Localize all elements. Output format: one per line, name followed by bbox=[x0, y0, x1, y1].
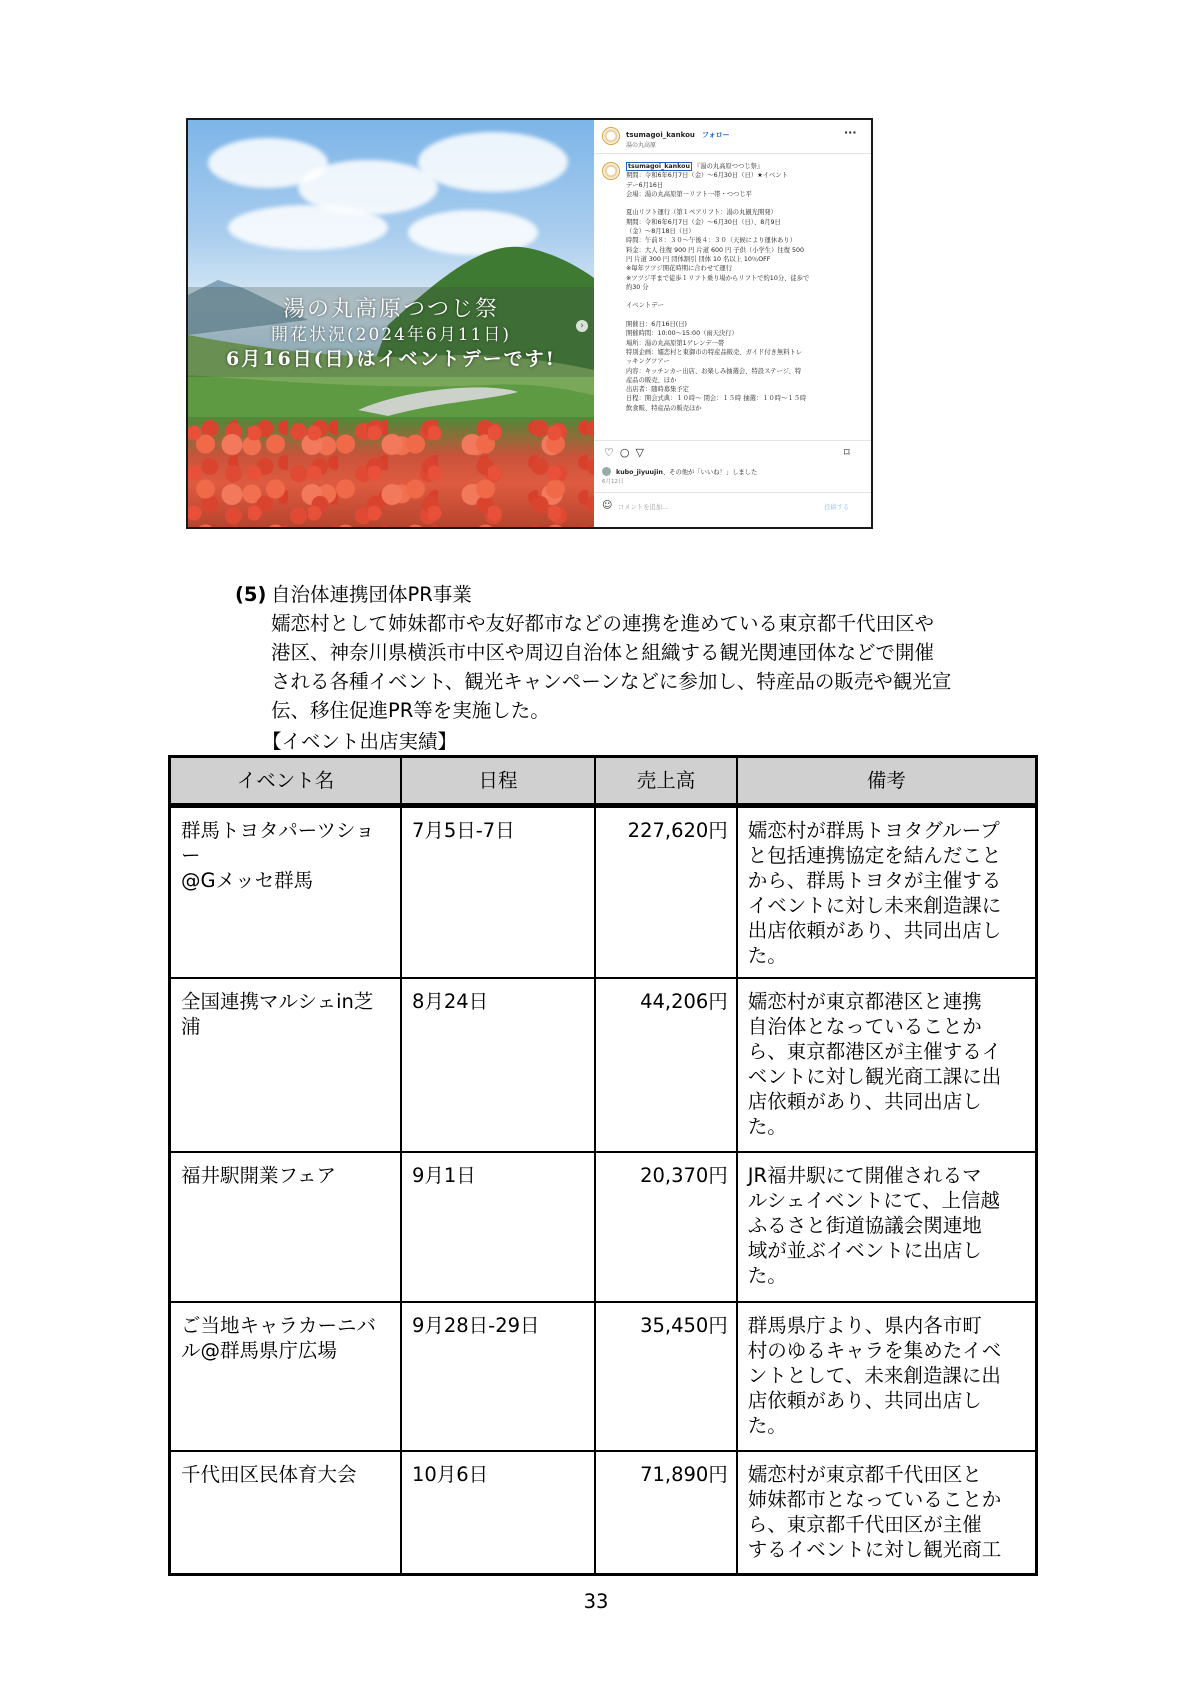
header-event-name: イベント名 bbox=[170, 757, 401, 806]
table-row bbox=[170, 978, 1037, 1152]
image-title: 湯の丸高原つつじ祭 bbox=[282, 297, 499, 322]
liker-avatar bbox=[602, 467, 611, 476]
event-name: ご当地キャラカーニバ ル@群馬県庁広場 bbox=[170, 1302, 401, 1451]
event-date: 8月24日 bbox=[401, 978, 595, 1152]
event-note: JR福井駅にて開催されるマ ルシェイベントにて、上信越 ふるさと街道協議会関連地 域が並ぶイベントに出店し た。 bbox=[737, 1152, 1037, 1302]
caption-text: 『湯の丸高原つつじ祭』 期間：令和6年6月7日（金）～6月30日（日）★イベント デー6月16日 会場：湯の丸高原第一リフト一帯・つつじ平 夏山リフト運行（第１ペアリフト：湯の丸観光開発） 期間：令和6年6月7日（金）～6月30日（日）、8月9日 （金）～8月18日（日） 時間：午前８：３０～午後４：３０（天候により運休あり） 料金：大人 往復 900 円 片道 600 円 子供（小学生）往復 500 円 片道 300 円 団体割引 団体 10 名以上 10％OFF ※毎年ツツジ開花時期に合わせて運行 ※ツツジ平まで徒歩１リフト乗り場からリフトで約10分、徒歩で 約30 分 イベントデー 開催日：6月16日(日) 開催時間：10:00～15:00（雨天決行） 場所：湯の丸高原第1ゲレンデ一帯 特別企画：嬬恋村と東御市の特産品販売、ガイド付き無料トレ ッキングツアー 内容：キッチンカー出店、お楽しみ抽選会、特設ステージ、特 産品の販売、ほか 出店者：随時募集予定 日程：開会式典：１０時～ 閉会：１５時 抽選：１０時～１５時 飲食販、特産品の販売ほか bbox=[626, 163, 810, 412]
event-date: 9月1日 bbox=[401, 1152, 595, 1302]
body-line: 嬬恋村として姉妹都市や友好都市などの連携を進めている東京都千代田区や bbox=[271, 612, 935, 635]
follow-button[interactable]: フォロー bbox=[702, 131, 730, 139]
event-sales: 35,450円 bbox=[595, 1302, 737, 1451]
event-name: 千代田区民体育大会 bbox=[170, 1451, 401, 1575]
caption-username[interactable]: tsumagoi_kankou bbox=[628, 163, 690, 170]
post-date: 6月12日 bbox=[602, 479, 624, 485]
section-title: 自治体連携団体PR事業 bbox=[271, 583, 472, 606]
event-name: 群馬トヨタパーツショー @Gメッセ群馬 bbox=[170, 806, 401, 978]
event-date: 7月5日-7日 bbox=[401, 806, 595, 978]
account-name[interactable]: tsumagoi_kankou bbox=[626, 131, 695, 139]
caption-avatar[interactable] bbox=[602, 162, 620, 180]
instagram-screenshot bbox=[186, 118, 873, 529]
event-note: 嬬恋村が東京都千代田区と 姉妹都市となっていることか ら、東京都千代田区が主催 するイベントに対し観光商工 bbox=[737, 1451, 1037, 1575]
table-title: 【イベント出店実績】 bbox=[262, 730, 458, 753]
event-note: 嬬恋村が群馬トヨタグループ と包括連携協定を結んだこと から、群馬トヨタが主催する イベントに対し未来創造課に 出店依頼があり、共同出店し た。 bbox=[737, 806, 1037, 978]
heart-icon[interactable]: ♡ bbox=[604, 446, 620, 459]
table-row bbox=[170, 806, 1037, 978]
section-body bbox=[271, 609, 1031, 725]
smile-icon[interactable]: ☺ bbox=[602, 500, 613, 511]
post-sidebar bbox=[594, 120, 871, 527]
likes-line bbox=[616, 468, 757, 477]
event-sales: 227,620円 bbox=[595, 806, 737, 978]
action-icons bbox=[604, 448, 650, 457]
section-number: (5) bbox=[235, 583, 267, 606]
table-row bbox=[170, 1302, 1037, 1451]
event-sales: 71,890円 bbox=[595, 1451, 737, 1575]
event-note: 群馬県庁より、県内各市町 村のゆるキャラを集めたイベ ントとして、未来創造課に出 店依頼があり、共同出店し た。 bbox=[737, 1302, 1037, 1451]
event-sales: 20,370円 bbox=[595, 1152, 737, 1302]
post-comment-button[interactable]: 投稿する bbox=[824, 504, 850, 511]
share-icon[interactable]: ▽ bbox=[635, 446, 650, 459]
post-caption bbox=[626, 162, 862, 413]
post-photo bbox=[188, 120, 594, 527]
image-subtitle: 開花状況(2024年6月11日) bbox=[271, 325, 511, 345]
image-tagline: 6月16日(日)はイベントデーです! bbox=[226, 348, 556, 370]
header-date: 日程 bbox=[401, 757, 595, 806]
comment-icon[interactable]: ○ bbox=[619, 446, 636, 459]
table-row bbox=[170, 1451, 1037, 1575]
event-results-table bbox=[168, 755, 1038, 1576]
azalea-flowers bbox=[188, 417, 594, 527]
event-name: 全国連携マルシェin芝 浦 bbox=[170, 978, 401, 1152]
account-avatar[interactable] bbox=[602, 127, 620, 145]
chevron-right-icon[interactable]: › bbox=[576, 320, 588, 332]
header-notes: 備考 bbox=[737, 757, 1037, 806]
event-sales: 44,206円 bbox=[595, 978, 737, 1152]
event-name: 福井駅開業フェア bbox=[170, 1152, 401, 1302]
page-number: 33 bbox=[583, 1590, 609, 1613]
table-row bbox=[170, 1152, 1037, 1302]
header-sales: 売上高 bbox=[595, 757, 737, 806]
event-date: 9月28日-29日 bbox=[401, 1302, 595, 1451]
more-icon[interactable]: ··· bbox=[844, 126, 857, 139]
body-line: 伝、移住促進PR等を実施した。 bbox=[271, 699, 550, 722]
bookmark-icon[interactable]: ⌑ bbox=[844, 446, 850, 459]
body-line: 港区、神奈川県横浜市中区や周辺自治体と組織する観光関連団体などで開催 bbox=[271, 641, 935, 664]
event-note: 嬬恋村が東京都港区と連携 自治体となっていることか ら、東京都港区が主催するイ ベントに対し観光商工課に出 店依頼があり、共同出店し た。 bbox=[737, 978, 1037, 1152]
likes-user[interactable]: kubo_jiyuujin bbox=[616, 469, 663, 476]
event-date: 10月6日 bbox=[401, 1451, 595, 1575]
table-header-row bbox=[170, 757, 1037, 806]
likes-text: 、その他が「いいね！」しました bbox=[662, 469, 758, 476]
comment-input[interactable]: コメントを追加... bbox=[618, 504, 669, 511]
body-line: される各種イベント、観光キャンペーンなどに参加し、特産品の販売や観光宣 bbox=[271, 670, 952, 693]
account-subtitle: 湯の丸高原 bbox=[626, 142, 657, 149]
